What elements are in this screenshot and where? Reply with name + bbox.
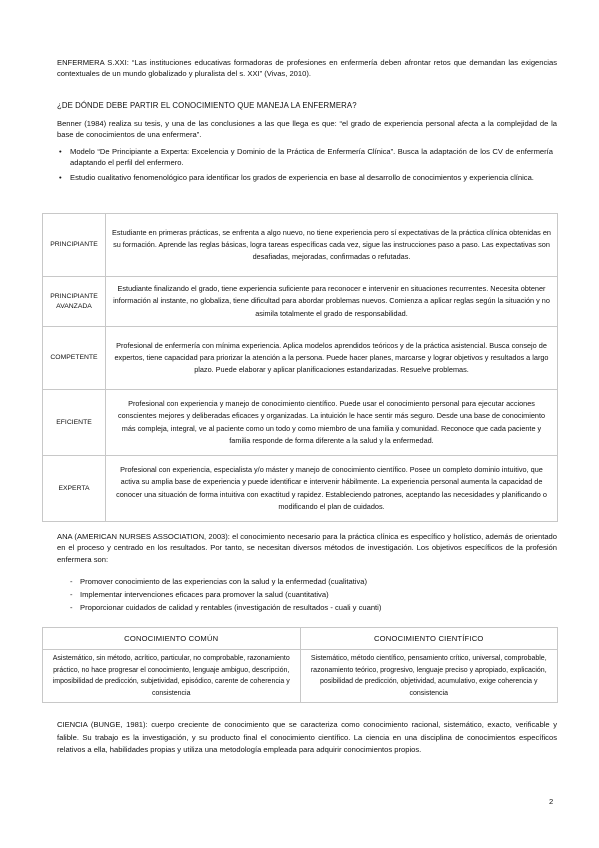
ciencia-paragraph: CIENCIA (BUNGE, 1981): cuerpo creciente de conocimiento que se caracteriza como conocimiento racional, sistemático, exacto, verificable y falible. Su trabajo es la investigación, y su producto final el conocimiento científico. La ciencia en una disciplina de conocimientos específicos relativos a ella, habilidades propias y utiliza una metodología empleada para adquirir conocimientos propios.	[57, 720, 557, 755]
page-number: 2	[549, 797, 554, 806]
knowledge-comparison-table	[42, 627, 558, 703]
experience-levels-table	[42, 213, 558, 522]
column-header: CONOCIMIENTO CIENTÍFICO	[300, 628, 558, 650]
column-header: CONOCIMIENTO COMÚN	[43, 628, 301, 650]
level-description: Profesional con experiencia y manejo de conocimiento científico. Puede usar el conocimiento personal para ejecutar acciones conscientes mejores y deliberadas eficaces y organizadas. La intuición le hace sentir más seguro. Desde una base de conocimiento más compleja, integral, ve al paciente como un todo y como miembro de una familia y comunidad. Reconoce que cada paciente y familia responde de forma diferente a la salud y la enfermedad.	[106, 390, 558, 456]
dash-marker: -	[70, 590, 73, 599]
bullet-marker: •	[59, 172, 62, 182]
table-cell: Asistemático, sin método, acrítico, particular, no comprobable, razonamiento práctico, no hace progresar el conocimiento, lenguaje ambiguo, descripción, imposibilidad de predicción, subjetividad, episódico, carente de coherencia y consistencia	[43, 650, 301, 703]
table-row	[43, 277, 558, 327]
list-item: - Promover conocimiento de las experiencias con la salud y la enfermedad (cualitativa)	[70, 577, 368, 586]
table-header-row	[43, 628, 558, 650]
dash-marker: -	[70, 603, 73, 612]
bullet-item: • Modelo “De Principiante a Experta: Excelencia y Dominio de la Práctica de Enfermería Clínica”. Busca la adaptación de los CV de enfermería adaptando el perfil del enfermero.	[59, 147, 553, 168]
table-row	[43, 390, 558, 456]
intro-paragraph	[57, 57, 557, 80]
level-label: EXPERTA	[43, 456, 106, 522]
level-label: PRINCIPIANTE	[43, 214, 106, 277]
level-label: COMPETENTE	[43, 327, 106, 390]
section-heading: ¿DE DÓNDE DEBE PARTIR EL CONOCIMIENTO QUE MANEJA LA ENFERMERA?	[57, 101, 357, 110]
level-label: PRINCIPIANTE AVANZADA	[43, 277, 106, 327]
level-description: Estudiante en primeras prácticas, se enfrenta a algo nuevo, no tiene experiencia pero sí expectativas de la práctica clínica obtenidas en su formación. Aprende las reglas básicas, logra tareas específicas cada vez, sigue las instrucciones paso a paso. Las expectativas son desafiadas, mejoradas, confirmadas o refutadas.	[106, 214, 558, 277]
dash-marker: -	[70, 577, 73, 586]
level-description: Estudiante finalizando el grado, tiene experiencia suficiente para reconocer e intervenir en situaciones recurrentes. Necesita obtener información al instante, no globaliza, tiene dificultad para abordar problemas nuevos. Comienza a aplicar reglas según la situación y no asimila totalmente el grado de responsabilidad.	[106, 277, 558, 327]
bullet-marker: •	[59, 147, 62, 156]
intro-text: : “Las instituciones educativas formadoras de profesiones en enfermería deben afrontar retos que demandan las exigencias contextuales de un mundo globalizado y pluralista del s. XXI” (Vivas, 2010).	[57, 58, 557, 79]
bullet-item: • Estudio cualitativo fenomenológico para identificar los grados de experiencia en base al desarrollo de conocimientos y experiencia clínica.	[59, 172, 534, 182]
level-description: Profesional con experiencia, especialista y/o máster y manejo de conocimiento científico. Posee un completo dominio intuitivo, que activa su amplia base de experiencia y puede identificar e intervenir hábilmente. La experiencia personal aumenta la capacidad de conocer una situación de forma intuitiva con exactitud y rapidez. Estableciendo patrones, aceptando las necesidades y planificando o modificando el plan de cuidados.	[106, 456, 558, 522]
ana-paragraph: ANA (AMERICAN NURSES ASSOCIATION, 2003): el conocimiento necesario para la práctica clínica es específico y holístico, además de orientado en el proceso y centrado en los resultados. Por tanto, se necesitan diversos métodos de investigación. Los objetivos específicos de la profesión enfermera son:	[57, 532, 557, 564]
level-label: EFICIENTE	[43, 390, 106, 456]
table-row	[43, 456, 558, 522]
table-row	[43, 214, 558, 277]
table-row	[43, 327, 558, 390]
objectives-list	[70, 575, 550, 614]
level-description: Profesional de enfermería con mínima experiencia. Aplica modelos aprendidos teóricos y de la práctica asistencial. Busca consejo de expertos, tiene capacidad para priorizar la atención a la persona. Puede hacer planes, marcarse y lograr objetivos y resultados a largo plazo. Puede elaborar y aplicar planificaciones estandarizadas. Resuelve problemas.	[106, 327, 558, 390]
list-item: - Proporcionar cuidados de calidad y rentables (investigación de resultados - cuali y cuanti)	[70, 603, 382, 612]
benner-paragraph: Benner (1984) realiza su tesis, y una de las conclusiones a las que llega es que: “el grado de experiencia personal afecta a la complejidad de la base de conocimientos de una enfermera”.	[57, 119, 557, 140]
list-item: - Implementar intervenciones eficaces para promover la salud (cuantitativa)	[70, 590, 329, 599]
intro-label: ENFERMERA S.XXI	[57, 58, 127, 67]
table-cell: Sistemático, método científico, pensamiento crítico, universal, comprobable, razonamiento teórico, progresivo, lenguaje preciso y apropiado, explicación, posibilidad de predicción, objetividad, acumulativo, exige coherencia y consistencia	[300, 650, 558, 703]
model-bullet-list	[57, 146, 553, 186]
table-row	[43, 650, 558, 703]
